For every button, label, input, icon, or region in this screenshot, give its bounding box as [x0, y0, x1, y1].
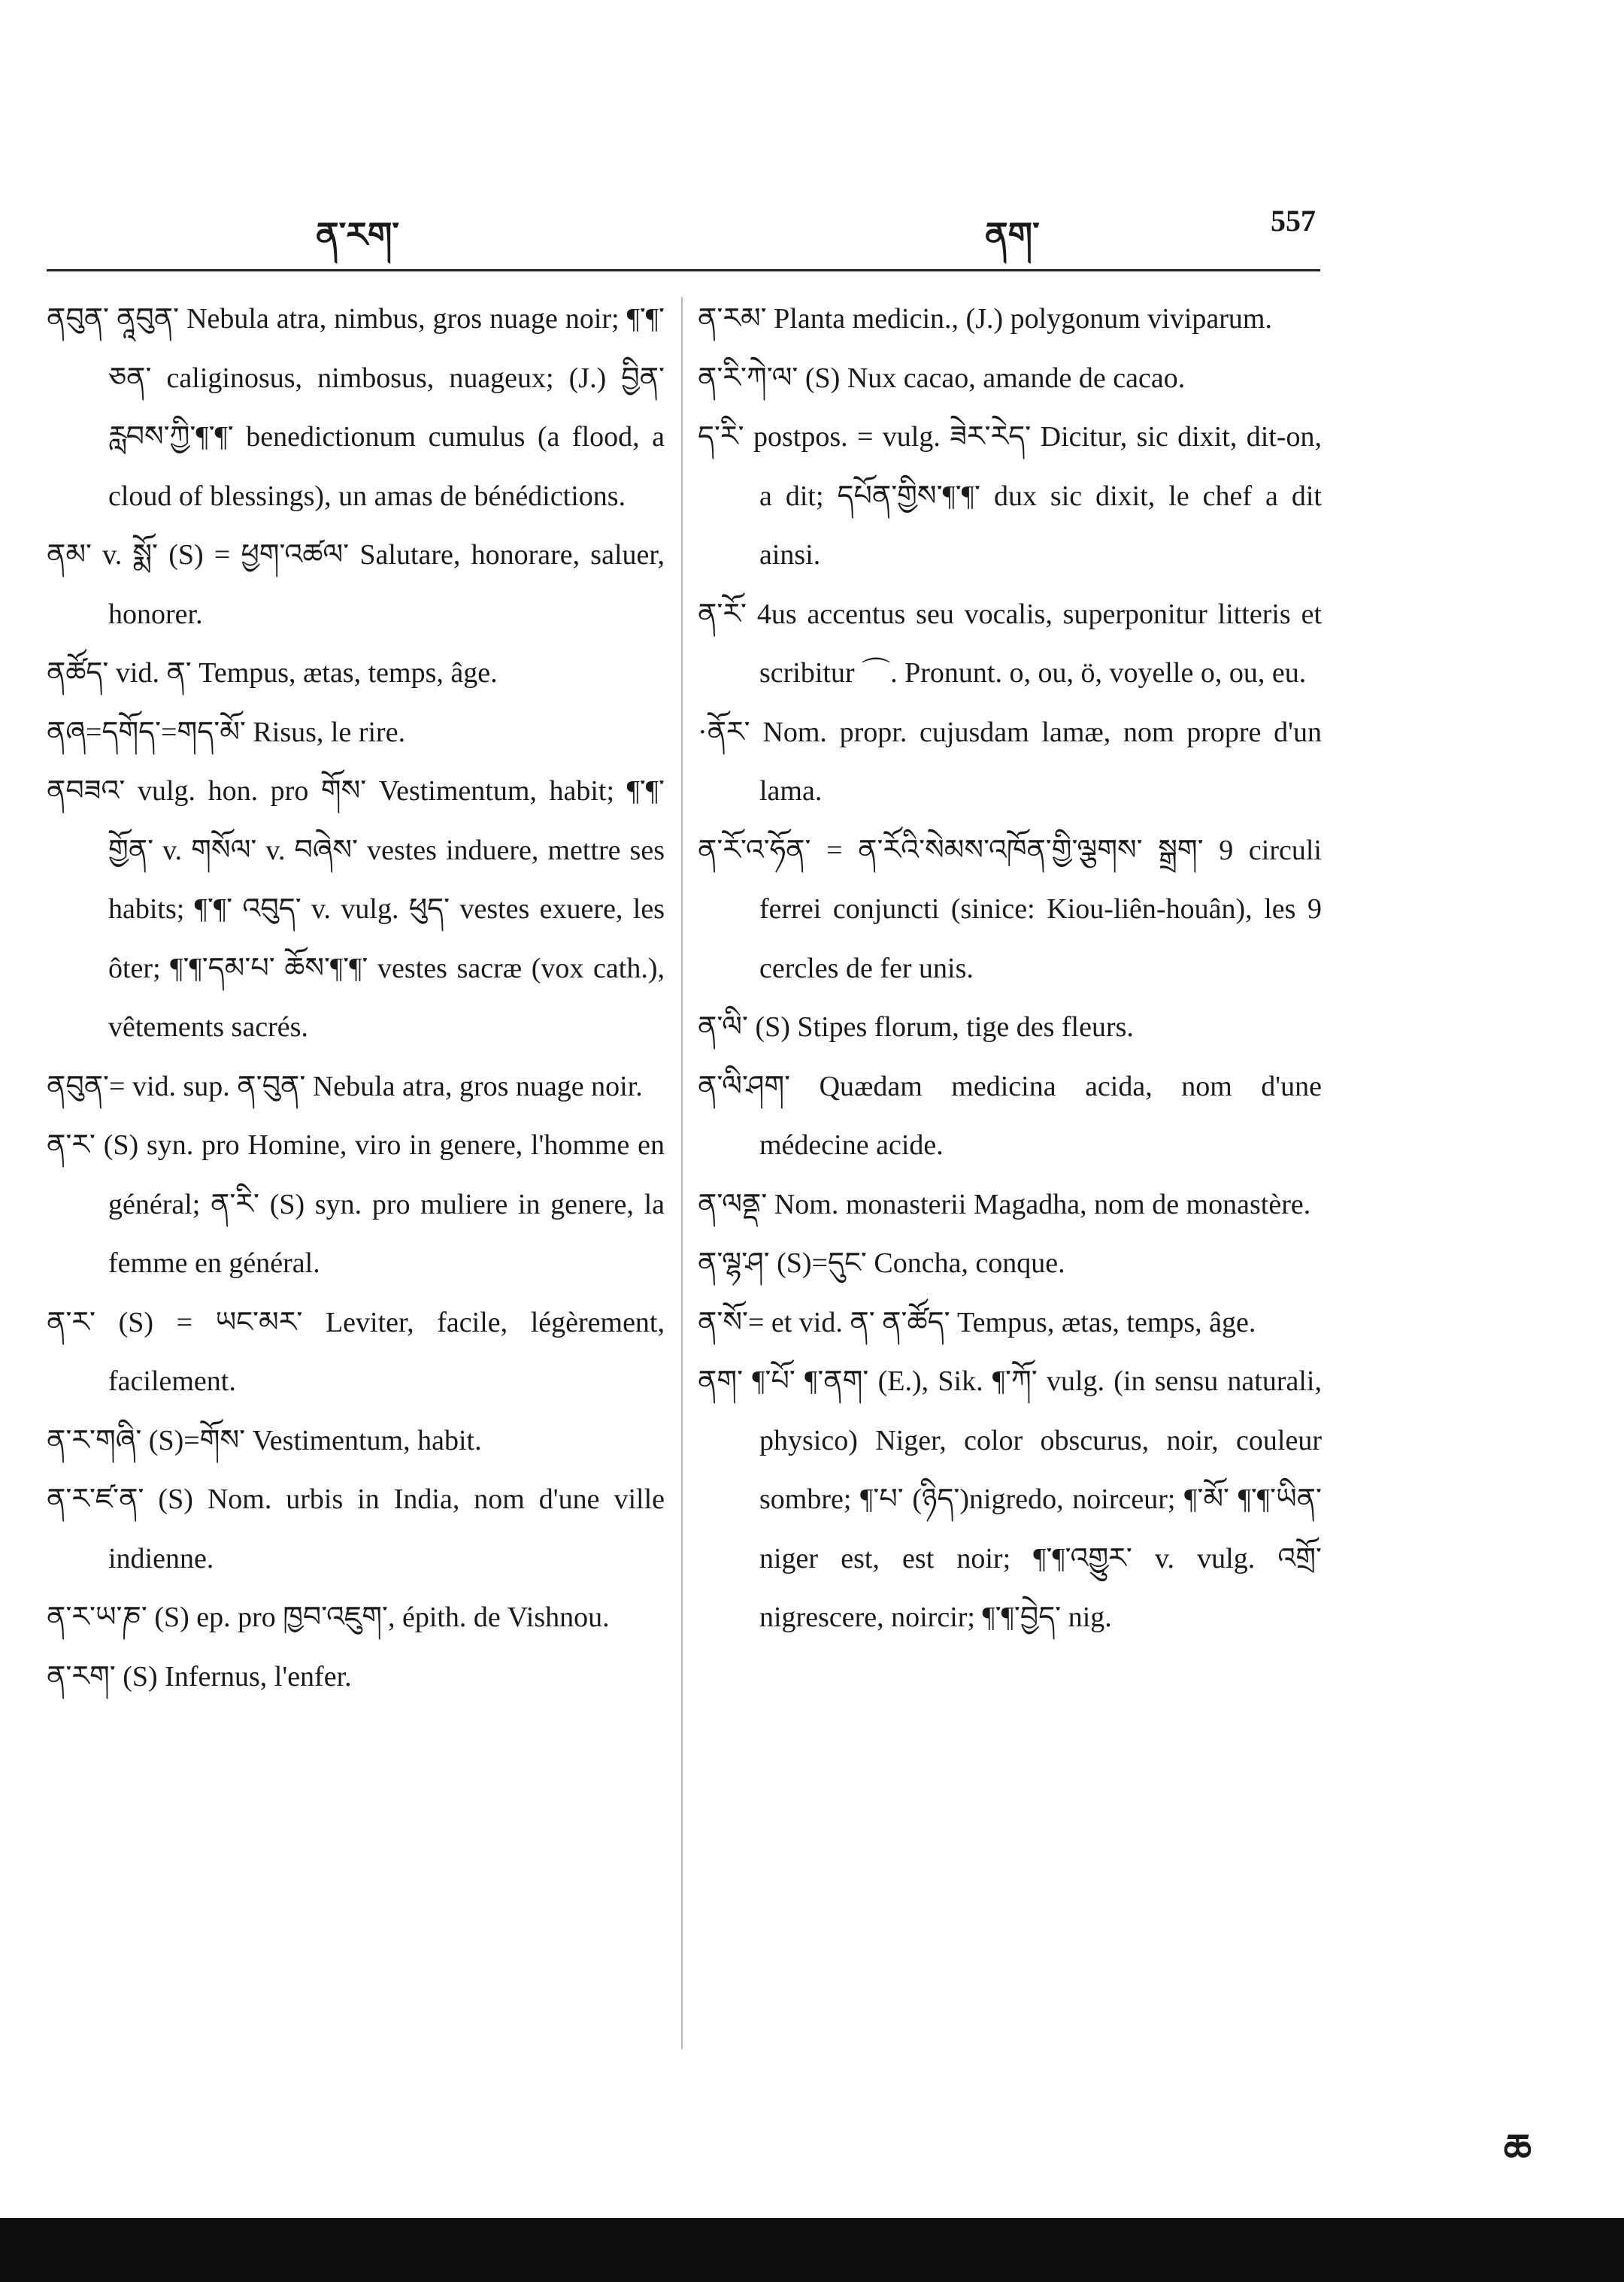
right-column [698, 289, 1322, 1647]
dictionary-entry: ནབཟའ་ vulg. hon. pro གོས་ Vestimentum, habit; ¶་¶་གྱོན་ v. གསོལ་ v. བཞེས་ vestes induere, mettre ses habits; ¶་¶་ འབུད་ v. vulg. ཕུད་ vestes exuere, les ôter; ¶་¶་དམ་པ་ ཆོས་¶་¶་ vestes sacræ (vox cath.), vêtements sacrés. [47, 775, 665, 1043]
dictionary-entry: ན་རོ་འ་ཧོན་ = ན་རོའི་སེམས་འཁོན་གྱི་ལྕགས་ སྒྲག་ 9 circuli ferrei conjuncti (sinice: Kiou-liên-houân), les 9 cercles de fer unis. [698, 834, 1322, 984]
scan-edge-bar [0, 2218, 1624, 2282]
dictionary-entry: ནཞ=དགོད་=གད་མོ་ Risus, le rire. [47, 716, 406, 748]
dictionary-entry: ན་ལནྡ་ Nom. monasterii Magadha, nom de monastère. [698, 1188, 1311, 1220]
left-column [47, 289, 665, 1706]
dictionary-entry: ན་ར་ཛ་ན་ (S) Nom. urbis in India, nom d'une ville indienne. [47, 1483, 665, 1574]
dictionary-entry: ནག་ ¶་པོ་ ¶་ནག་ (E.), Sik. ¶་ཀོ་ vulg. (in sensu naturali, physico) Niger, color obscurus, noir, couleur sombre; ¶་པ་ (ཉིད་)nigredo, noirceur; ¶་མོ་ ¶་¶་ཡིན་ niger est, est noir; ¶་¶་འགྱུར་ v. vulg. འགྲོ་ nigrescere, noircir; ¶་¶་བྱེད་ nig. [698, 1365, 1322, 1633]
dictionary-entry: ད་རི་ postpos. = vulg. ཟེར་རེད་ Dicitur, sic dixit, dit-on, a dit; དཔོན་གྱིས་¶་¶་ dux sic dixit, le chef a dit ainsi. [698, 421, 1322, 571]
dictionary-entry: ན་རག་ (S) Infernus, l'enfer. [47, 1660, 352, 1693]
dictionary-entry: ནཚོད་ vid. ན་ Tempus, ætas, temps, âge. [47, 657, 498, 689]
page-number: 557 [1271, 204, 1316, 238]
dictionary-entry: ན་ར་གཞི་ (S)=གོས་ Vestimentum, habit. [47, 1424, 482, 1456]
dictionary-entry: ན་རི་ཀེ་ལ་ (S) Nux cacao, amande de cacao. [698, 362, 1186, 394]
dictionary-entry: ནབུན་= vid. sup. ན་བུན་ Nebula atra, gros nuage noir. [47, 1070, 643, 1102]
dictionary-entry: ན་སོ་= et vid. ན་ ན་ཚོད་ Tempus, ætas, temps, âge. [698, 1306, 1256, 1338]
dictionary-entry: ན་ར་ (S) = ཡང་མར་ Leviter, facile, légèrement, facilement. [47, 1306, 665, 1397]
dictionary-entry: ནབུན་ ནཱབུན་ Nebula atra, nimbus, gros nuage noir; ¶་¶་ཅན་ caliginosus, nimbosus, nuageux; (J.) བྱིན་རླབས་ཀྱི་¶་¶་ benedictionum cumulus (a flood, a cloud of blessings), un amas de bénédictions. [47, 303, 665, 512]
dictionary-entry: ན་རོ་ 4us accentus seu vocalis, superponitur litteris et scribitur ⌒. Pronunt. o, ou, ö, voyelle o, ou, eu. [698, 598, 1322, 689]
dictionary-entry: ན་ལི་ཤག་ Quædam medicina acida, nom d'une médecine acide. [698, 1070, 1322, 1161]
dictionary-entry: ན་ར་ (S) syn. pro Homine, viro in genere, l'homme en général; ན་རི་ (S) syn. pro muliere in genere, la femme en général. [47, 1129, 665, 1279]
column-divider [681, 297, 683, 2049]
running-head-center: ནག་ [985, 216, 1040, 254]
dictionary-entry: ན་ལི་ (S) Stipes florum, tige des fleurs. [698, 1011, 1134, 1043]
dictionary-entry: ན་ལྷ་ཤ་ (S)=དུང་ Concha, conque. [698, 1247, 1065, 1279]
dictionary-entry: ནམ་ v. སྨོ་ (S) = ཕྱག་འཚལ་ Salutare, honorare, saluer, honorer. [47, 539, 665, 630]
signature-mark: ཆ [1504, 2128, 1532, 2171]
header-rule [47, 269, 1320, 271]
running-head-left: ན་རག་ [316, 216, 400, 254]
dictionary-entry: ན་ར་ཡ་ཎ་ (S) ep. pro ཁྱབ་འཇུག་, épith. de Vishnou. [47, 1602, 610, 1633]
dictionary-entry: ན་རམ་ Planta medicin., (J.) polygonum viviparum. [698, 303, 1272, 335]
dictionary-entry: ·ནོར་ Nom. propr. cujusdam lamæ, nom propre d'un lama. [698, 716, 1322, 807]
